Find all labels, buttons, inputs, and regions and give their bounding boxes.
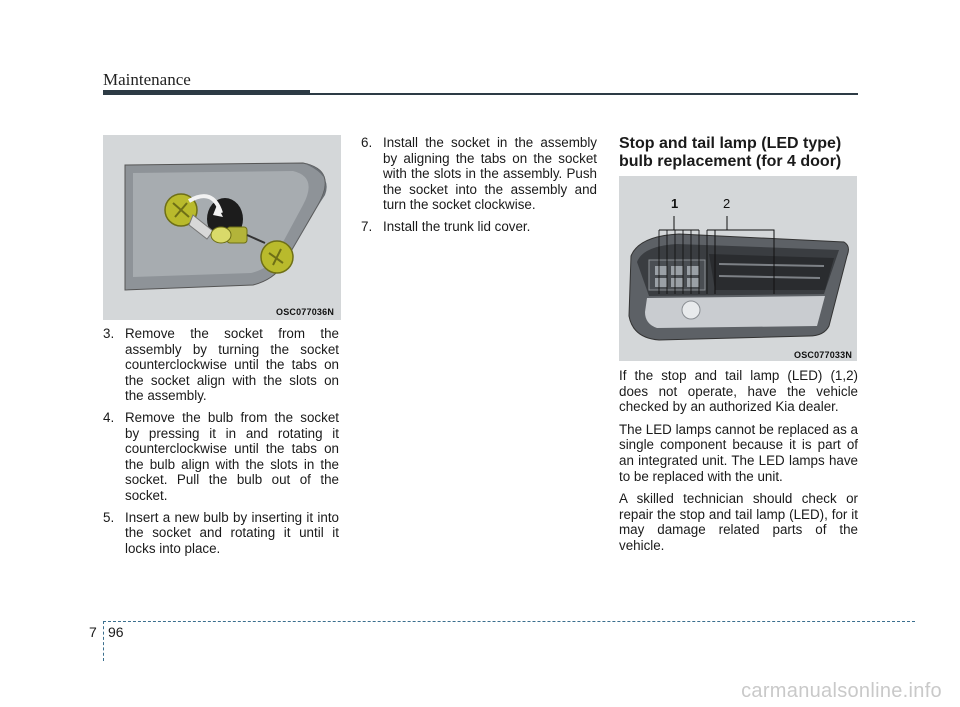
column-3 xyxy=(619,368,858,561)
column-1 xyxy=(103,326,339,562)
section-title: Maintenance xyxy=(103,70,191,89)
page-number: 96 xyxy=(108,624,124,640)
step-3 xyxy=(103,326,339,404)
step-text: Insert a new bulb by inserting it into the socket and rotating it until it locks into place. xyxy=(125,509,339,556)
step-text: Remove the socket from the assembly by turning the socket counterclockwise until the tabs on the socket align with the slots on the assembly. xyxy=(125,326,339,404)
column-2 xyxy=(361,135,597,241)
socket-removal-illustration xyxy=(103,135,341,320)
step-number: 4. xyxy=(103,409,115,425)
footer-rule xyxy=(103,621,915,622)
led-tail-lamp-illustration xyxy=(619,176,857,361)
step-text: Remove the bulb from the socket by pressing it in and rotating it counterclockwise until the tabs on the bulb align with the slots in the socket. Pull the bulb out of the socket. xyxy=(125,409,339,503)
footer-vertical-rule xyxy=(103,621,104,661)
paragraph-3: A skilled technician should check or repair the stop and tail lamp (LED), for it may damage related parts of the vehicle. xyxy=(619,491,858,553)
page-chapter: 7 xyxy=(89,624,97,640)
figure-code-left: OSC077036N xyxy=(276,307,335,317)
step-6 xyxy=(361,135,597,213)
header-rule-thick xyxy=(103,90,310,95)
step-number: 3. xyxy=(103,326,115,341)
step-number: 5. xyxy=(103,509,115,525)
callout-2: 2 xyxy=(723,196,731,211)
figure-code-right: OSC077033N xyxy=(794,350,853,360)
paragraph-2: The LED lamps cannot be replaced as a single component because it is part of an integrated unit. The LED lamps have to be replaced with the unit. xyxy=(619,421,858,484)
step-number: 7. xyxy=(361,218,373,234)
step-7 xyxy=(361,219,597,235)
step-number: 6. xyxy=(361,135,373,150)
step-4 xyxy=(103,410,339,504)
paragraph-1: If the stop and tail lamp (LED) (1,2) does not operate, have the vehicle checked by an authorized Kia dealer. xyxy=(619,368,858,415)
figure-led-tail-lamp xyxy=(619,176,857,361)
step-5 xyxy=(103,510,339,557)
callout-1: 1 xyxy=(671,196,679,211)
header-rule-thin xyxy=(310,93,858,95)
watermark: carmanualsonline.info xyxy=(741,680,942,702)
section-heading: Stop and tail lamp (LED type) bulb replacement (for 4 door) xyxy=(619,135,842,170)
step-text: Install the socket in the assembly by aligning the tabs on the socket with the slots in the assembly. Push the socket into the assembly and turn the socket clockwise. xyxy=(383,135,597,213)
step-text: Install the trunk lid cover. xyxy=(383,218,531,234)
figure-socket-removal xyxy=(103,135,341,320)
